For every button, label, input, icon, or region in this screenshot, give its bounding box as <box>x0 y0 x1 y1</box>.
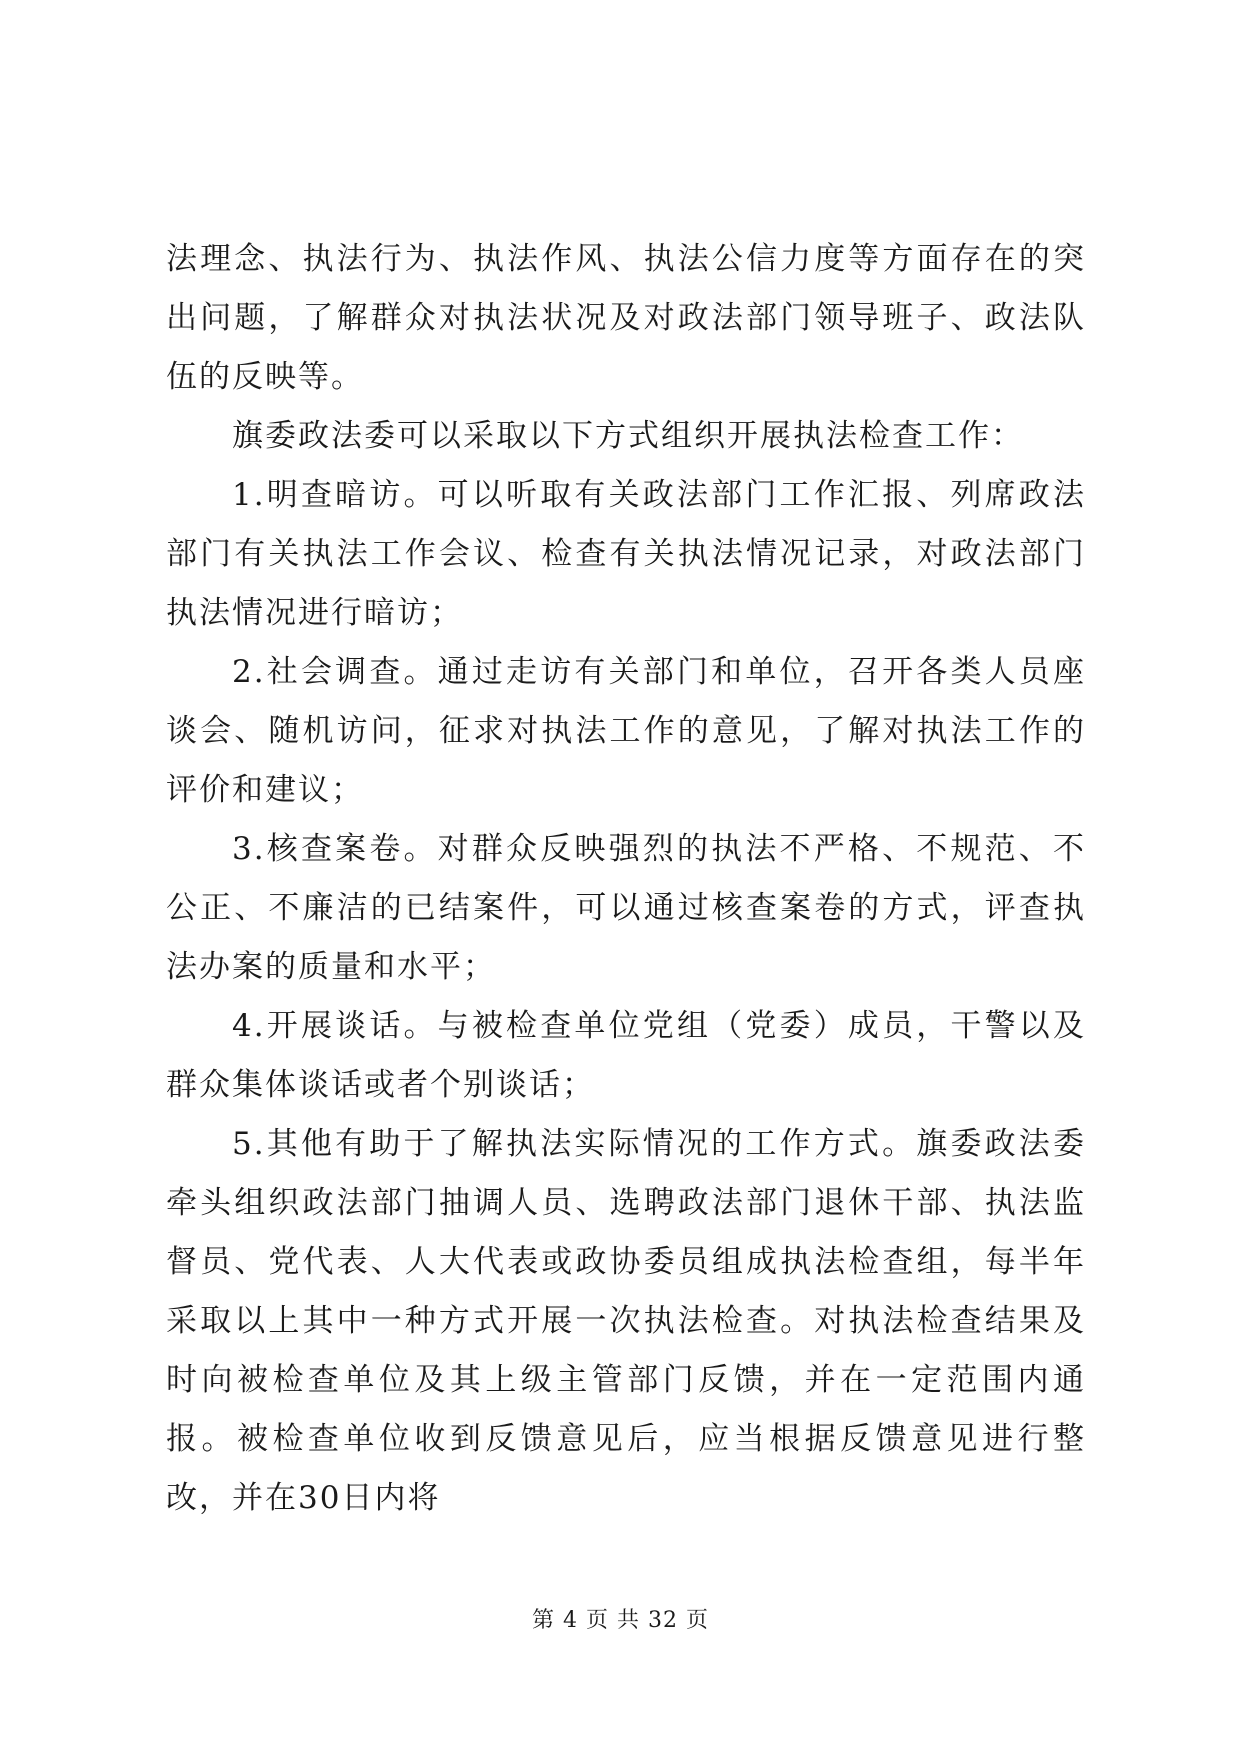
paragraph-3: 1.明查暗访。可以听取有关政法部门工作汇报、列席政法部门有关执法工作会议、检查有关执法情况记录，对政法部门执法情况进行暗访； <box>166 477 1086 631</box>
paragraph-1: 法理念、执法行为、执法作风、执法公信力度等方面存在的突出问题，了解群众对执法状况及对政法部门领导班子、政法队伍的反映等。 <box>166 241 1086 395</box>
paragraph-4: 2.社会调查。通过走访有关部门和单位，召开各类人员座谈会、随机访问，征求对执法工作的意见，了解对执法工作的评价和建议； <box>166 654 1086 808</box>
paragraph-7: 5.其他有助于了解执法实际情况的工作方式。旗委政法委牵头组织政法部门抽调人员、选聘政法部门退休干部、执法监督员、党代表、人大代表或政协委员组成执法检查组，每半年采取以上其中一种方式开展一次执法检查。对执法检查结果及时向被检查单位及其上级主管部门反馈，并在一定范围内通报。被检查单位收到反馈意见后，应当根据反馈意见进行整改，并在30日内将 <box>166 1126 1086 1516</box>
paragraph-6: 4.开展谈话。与被检查单位党组（党委）成员，干警以及群众集体谈话或者个别谈话； <box>166 1008 1086 1103</box>
page-number-label: 第 4 页 共 32 页 <box>532 1608 709 1633</box>
paragraph-2: 旗委政法委可以采取以下方式组织开展执法检查工作： <box>232 418 1024 454</box>
paragraph-5: 3.核查案卷。对群众反映强烈的执法不严格、不规范、不公正、不廉洁的已结案件，可以通过核查案卷的方式，评查执法办案的质量和水平； <box>166 831 1086 985</box>
document-body <box>166 230 1086 1528</box>
page-footer <box>0 1606 1241 1636</box>
